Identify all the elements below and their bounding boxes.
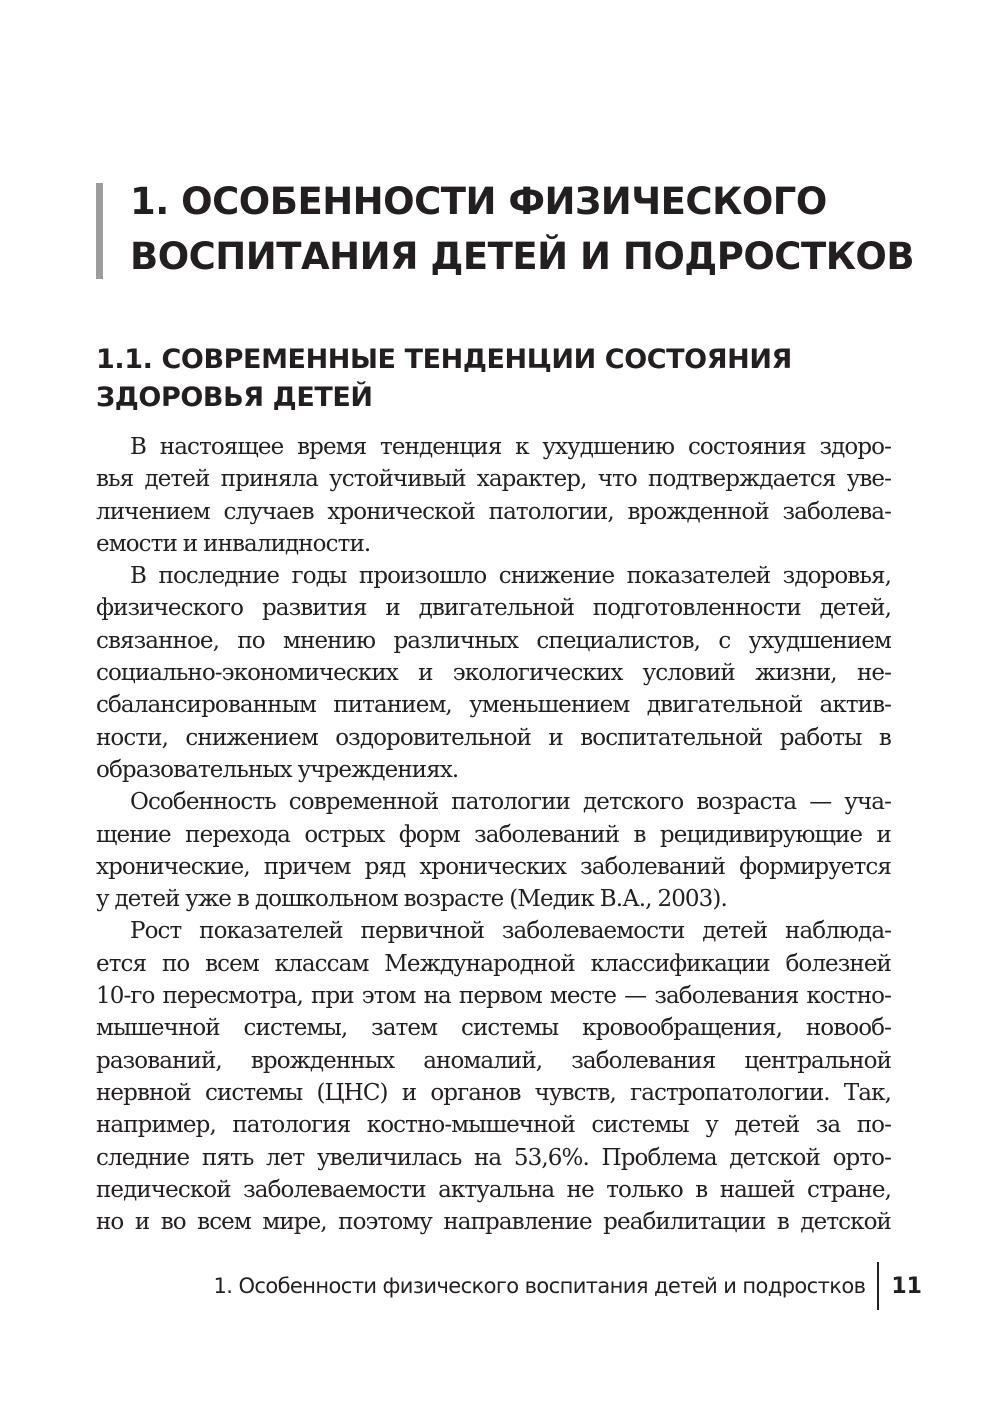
text-line: но и во всем мире, поэтому направление реабилитации в детской bbox=[96, 1209, 891, 1236]
text-line: вья детей приняла устойчивый характер, что подтверждается уве- bbox=[96, 466, 891, 493]
text-line: следние пять лет увеличилась на 53,6%. Проблема детской орто- bbox=[96, 1144, 891, 1171]
chapter-title bbox=[130, 174, 930, 284]
page-footer bbox=[214, 1262, 922, 1310]
text-line: емости и инвалидности. bbox=[96, 530, 371, 557]
chapter-title-accent-bar bbox=[96, 183, 103, 279]
paragraph bbox=[96, 786, 891, 915]
paragraph bbox=[96, 560, 891, 786]
text-line: В настоящее время тенденция к ухудшению состояния здоро- bbox=[130, 434, 891, 460]
text-line: В последние годы произошло снижение показателей здоровья, bbox=[130, 563, 891, 590]
paragraph bbox=[96, 915, 891, 1238]
text-line: сбалансированным питанием, уменьшением двигательной актив- bbox=[96, 692, 891, 719]
text-line: например, патология костно-мышечной системы у детей за по- bbox=[96, 1112, 891, 1139]
text-line: педической заболеваемости актуальна не только в нашей стране, bbox=[96, 1176, 891, 1203]
text-line: физического развития и двигательной подготовленности детей, bbox=[96, 595, 891, 622]
section-title-line: ЗДОРОВЬЯ ДЕТЕЙ bbox=[96, 382, 373, 413]
text-line: хронические, причем ряд хронических заболеваний формируется bbox=[96, 853, 891, 880]
text-line: у детей уже в дошкольном возрасте (Медик В.А., 2003). bbox=[96, 886, 727, 913]
text-line: социально-экономических и экологических условий жизни, не- bbox=[96, 660, 891, 687]
text-line: связанное, по мнению различных специалистов, с ухудшением bbox=[96, 627, 891, 654]
running-title: 1. Особенности физического воспитания детей и подростков bbox=[213, 1274, 866, 1298]
paragraph bbox=[96, 431, 891, 560]
text-line: мышечной системы, затем системы кровообращения, новооб- bbox=[96, 1015, 891, 1042]
text-line: щение перехода острых форм заболеваний в рецидивирующие и bbox=[96, 821, 891, 848]
text-line: Особенность современной патологии детского возраста — уча- bbox=[130, 789, 891, 816]
text-line: 10-го пересмотра, при этом на первом месте — заболевания костно- bbox=[96, 983, 891, 1010]
chapter-title-line: 1. ОСОБЕННОСТИ ФИЗИЧЕСКОГО bbox=[130, 180, 827, 223]
text-line: нервной системы (ЦНС) и органов чувств, гастропатологии. Так, bbox=[96, 1079, 891, 1106]
section-title bbox=[96, 341, 916, 417]
text-line: ности, снижением оздоровительной и воспитательной работы в bbox=[96, 724, 891, 751]
text-line: личением случаев хронической патологии, врожденной заболева- bbox=[96, 498, 891, 525]
text-line: Рост показателей первичной заболеваемости детей наблюда- bbox=[130, 918, 891, 945]
page-number: 11 bbox=[891, 1273, 922, 1299]
text-line: ется по всем классам Международной классификации болезней bbox=[96, 950, 891, 977]
text-line: разований, врожденных аномалий, заболевания центральной bbox=[96, 1047, 891, 1074]
chapter-title-line: ВОСПИТАНИЯ ДЕТЕЙ И ПОДРОСТКОВ bbox=[130, 235, 915, 278]
section-title-line: 1.1. СОВРЕМЕННЫЕ ТЕНДЕНЦИИ СОСТОЯНИЯ bbox=[96, 344, 792, 375]
body-text bbox=[96, 431, 891, 1238]
text-line: образовательных учреждениях. bbox=[96, 756, 459, 783]
